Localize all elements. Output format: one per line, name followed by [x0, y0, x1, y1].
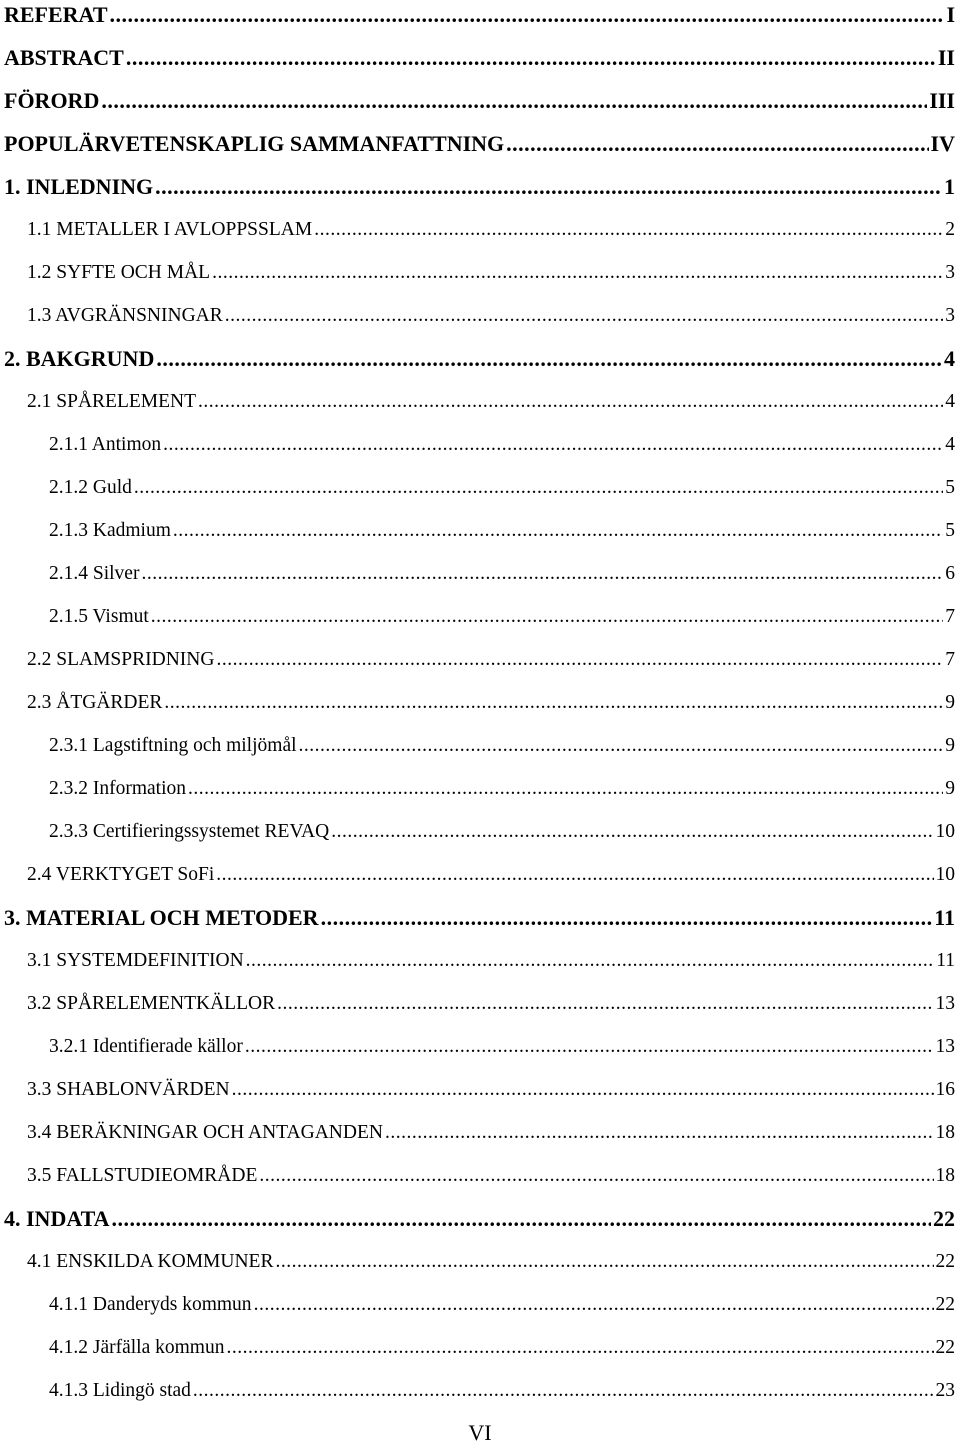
toc-dot-leader — [277, 989, 933, 1019]
toc-entry-page: IV — [930, 131, 955, 156]
toc-entry[interactable] — [49, 774, 955, 804]
toc-entry-title: 3.3 SHABLONVÄRDEN — [27, 1079, 230, 1100]
toc-entry[interactable] — [27, 688, 955, 718]
toc-dot-leader — [112, 1204, 931, 1234]
toc-dot-leader — [156, 344, 942, 374]
toc-entry-title: 4.1.2 Järfälla kommun — [49, 1337, 225, 1358]
toc-dot-leader — [246, 946, 935, 976]
toc-entry[interactable] — [4, 172, 955, 202]
toc-entry-page: 5 — [945, 477, 955, 498]
toc-entry-page: 18 — [935, 1122, 955, 1143]
toc-entry-title: 3. MATERIAL OCH METODER — [4, 905, 319, 930]
toc-entry[interactable] — [49, 817, 955, 847]
toc-entry[interactable] — [49, 1290, 955, 1320]
toc-entry[interactable] — [27, 1118, 955, 1148]
toc-entry[interactable] — [27, 1247, 955, 1277]
toc-entry-title: 2.1 SPÅRELEMENT — [27, 391, 197, 412]
toc-entry-page: 7 — [945, 649, 955, 670]
toc-entry-page: 6 — [945, 563, 955, 584]
toc-entry-page: 9 — [945, 735, 955, 756]
toc-entry-title: 2.3.2 Information — [49, 778, 187, 799]
toc-entry[interactable] — [27, 946, 955, 976]
toc-entry[interactable] — [27, 989, 955, 1019]
toc-dot-leader — [155, 172, 942, 202]
toc-entry-title: 2.4 VERKTYGET SoFi — [27, 864, 215, 885]
toc-entry-title: REFERAT — [4, 2, 108, 27]
toc-entry-title: 3.2.1 Identifierade källor — [49, 1036, 243, 1057]
toc-entry-page: 3 — [945, 305, 955, 326]
toc-entry-page: 13 — [935, 1036, 955, 1057]
toc-entry-title: 2.1.2 Guld — [49, 477, 132, 498]
toc-entry[interactable] — [27, 215, 955, 245]
toc-entry-page: 9 — [945, 692, 955, 713]
toc-entry-page: 23 — [935, 1380, 955, 1401]
toc-dot-leader — [385, 1118, 934, 1148]
toc-entry[interactable] — [4, 86, 955, 116]
toc-dot-leader — [141, 559, 943, 589]
toc-entry-page: 10 — [935, 821, 955, 842]
toc-dot-leader — [226, 1333, 933, 1363]
toc-entry[interactable] — [27, 387, 955, 417]
toc-entry-page: 5 — [945, 520, 955, 541]
page-number: VI — [468, 1420, 492, 1445]
toc-entry-page: 22 — [935, 1337, 955, 1358]
toc-entry[interactable] — [49, 516, 955, 546]
toc-dot-leader — [198, 387, 943, 417]
toc-entry[interactable] — [27, 258, 955, 288]
toc-dot-leader — [314, 215, 943, 245]
toc-entry-title: FÖRORD — [4, 88, 100, 113]
toc-entry[interactable] — [49, 1376, 955, 1406]
toc-dot-leader — [254, 1290, 934, 1320]
toc-entry-page: 11 — [934, 905, 955, 930]
toc-dot-leader — [193, 1376, 934, 1406]
toc-entry-title: 2.2 SLAMSPRIDNING — [27, 649, 215, 670]
toc-entry[interactable] — [27, 301, 955, 331]
toc-dot-leader — [126, 43, 936, 73]
toc-entry-title: 3.5 FALLSTUDIEOMRÅDE — [27, 1165, 258, 1186]
toc-entry-page: 7 — [945, 606, 955, 627]
toc-dot-leader — [188, 774, 943, 804]
toc-dot-leader — [506, 129, 928, 159]
toc-entry[interactable] — [49, 473, 955, 503]
toc-entry-title: ABSTRACT — [4, 45, 124, 70]
toc-entry-page: 9 — [945, 778, 955, 799]
toc-entry-page: 4 — [944, 346, 955, 371]
toc-dot-leader — [245, 1032, 934, 1062]
toc-entry-title: 2.1.3 Kadmium — [49, 520, 171, 541]
toc-entry-page: III — [929, 88, 955, 113]
toc-entry-title: 1.1 METALLER I AVLOPPSSLAM — [27, 219, 313, 240]
toc-entry-title: 2.3.1 Lagstiftning och miljömål — [49, 735, 297, 756]
toc-dot-leader — [164, 688, 943, 718]
toc-entry-title: POPULÄRVETENSKAPLIG SAMMANFATTNING — [4, 131, 505, 156]
toc-entry-title: 1.2 SYFTE OCH MÅL — [27, 262, 211, 283]
toc-entry-page: 4 — [945, 434, 955, 455]
toc-entry-page: 11 — [936, 950, 955, 971]
toc-dot-leader — [216, 860, 933, 890]
toc-dot-leader — [151, 602, 943, 632]
toc-entry-page: 13 — [935, 993, 955, 1014]
toc-entry[interactable] — [49, 559, 955, 589]
toc-entry-title: 4.1 ENSKILDA KOMMUNER — [27, 1251, 274, 1272]
toc-entry[interactable] — [49, 731, 955, 761]
toc-dot-leader — [110, 0, 945, 30]
toc-entry-title: 2.3.3 Certifieringssystemet REVAQ — [49, 821, 330, 842]
toc-entry-page: II — [937, 45, 955, 70]
toc-dot-leader — [212, 258, 943, 288]
toc-dot-leader — [299, 731, 944, 761]
toc-dot-leader — [259, 1161, 933, 1191]
toc-entry[interactable] — [4, 1204, 955, 1234]
toc-entry-page: 1 — [944, 174, 955, 199]
toc-entry-page: 22 — [935, 1251, 955, 1272]
toc-entry-title: 1.3 AVGRÄNSNINGAR — [27, 305, 223, 326]
toc-dot-leader — [163, 430, 943, 460]
toc-entry-title: 2.1.4 Silver — [49, 563, 140, 584]
toc-entry-title: 2.3 ÅTGÄRDER — [27, 692, 163, 713]
toc-entry[interactable] — [4, 0, 955, 30]
toc-dot-leader — [225, 301, 943, 331]
toc-entry-page: 4 — [945, 391, 955, 412]
toc-entry[interactable] — [49, 1333, 955, 1363]
toc-entry-title: 1. INLEDNING — [4, 174, 154, 199]
toc-dot-leader — [173, 516, 943, 546]
toc-dot-leader — [321, 903, 933, 933]
toc-entry-title: 4.1.3 Lidingö stad — [49, 1380, 191, 1401]
toc-entry[interactable] — [49, 602, 955, 632]
toc-dot-leader — [134, 473, 943, 503]
toc-entry[interactable] — [27, 860, 955, 890]
toc-entry-page: 18 — [935, 1165, 955, 1186]
toc-entry[interactable] — [4, 344, 955, 374]
toc-entry-page: 22 — [933, 1206, 955, 1231]
toc-entry-title: 3.4 BERÄKNINGAR OCH ANTAGANDEN — [27, 1122, 383, 1143]
toc-entry-title: 4.1.1 Danderyds kommun — [49, 1294, 252, 1315]
toc-entry-title: 4. INDATA — [4, 1206, 110, 1231]
toc-entry-title: 3.1 SYSTEMDEFINITION — [27, 950, 244, 971]
toc-entry[interactable] — [49, 1032, 955, 1062]
toc-entry[interactable] — [27, 1075, 955, 1105]
toc-dot-leader — [216, 645, 943, 675]
toc-entry-page: 3 — [945, 262, 955, 283]
toc-entry-page: 16 — [935, 1079, 955, 1100]
toc-entry-title: 2. BAKGRUND — [4, 346, 155, 371]
toc-entry-title: 2.1.5 Vismut — [49, 606, 149, 627]
toc-dot-leader — [331, 817, 933, 847]
toc-entry[interactable] — [27, 1161, 955, 1191]
toc-dot-leader — [275, 1247, 933, 1277]
toc-entry-page: 10 — [935, 864, 955, 885]
toc-dot-leader — [232, 1075, 934, 1105]
toc-entry-page: 22 — [935, 1294, 955, 1315]
toc-entry[interactable] — [4, 129, 955, 159]
toc-entry-page: I — [946, 2, 955, 27]
toc-entry-title: 2.1.1 Antimon — [49, 434, 162, 455]
toc-entry-page: 2 — [945, 219, 955, 240]
toc-entry[interactable] — [49, 430, 955, 460]
toc-dot-leader — [101, 86, 927, 116]
toc-entry[interactable] — [27, 645, 955, 675]
toc-entry[interactable] — [4, 43, 955, 73]
toc-entry[interactable] — [4, 903, 955, 933]
toc-entry-title: 3.2 SPÅRELEMENTKÄLLOR — [27, 993, 276, 1014]
